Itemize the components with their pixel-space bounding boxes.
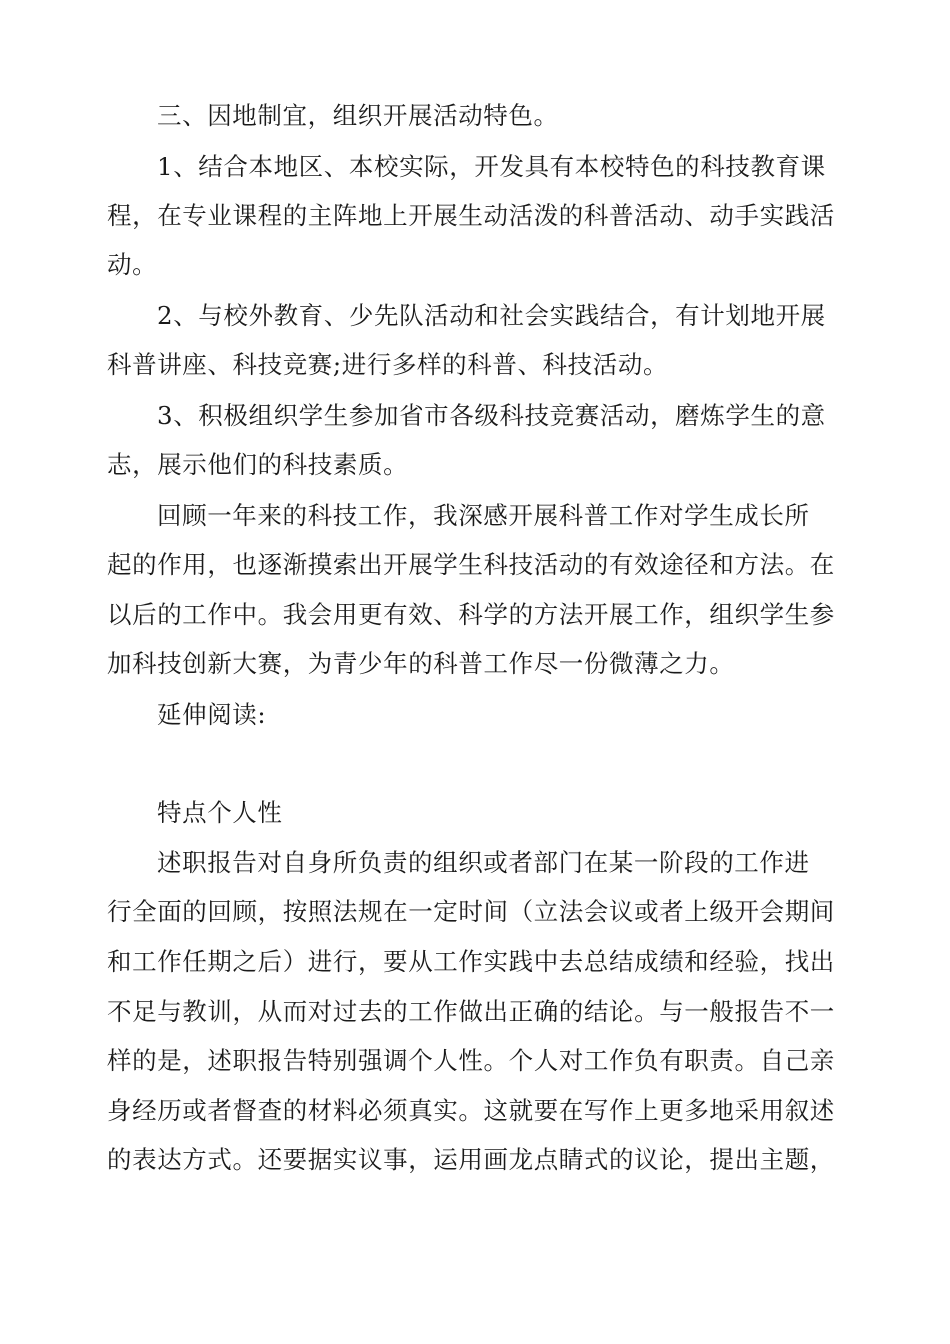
paragraph-5-line-4: 不足与教训，从而对过去的工作做出正确的结论。与一般报告不一 [107,997,835,1026]
paragraph-5-line-6: 身经历或者督查的材料必须真实。这就要在写作上更多地采用叙述 [107,1096,835,1125]
paragraph-2-line-2: 科普讲座、科技竞赛;进行多样的科普、科技活动。 [107,350,669,379]
paragraph-1-line-3: 动。 [107,250,158,279]
paragraph-heading-line: 三、因地制宜，组织开展活动特色。 [157,101,559,130]
paragraph-2-line-1: 2、与校外教育、少先队活动和社会实践结合，有计划地开展 [157,301,826,330]
paragraph-3-line-1: 3、积极组织学生参加省市各级科技竞赛活动，磨炼学生的意 [157,401,826,430]
paragraph-1-line-1: 1、结合本地区、本校实际，开发具有本校特色的科技教育课 [157,152,826,181]
paragraph-3-line-2: 志，展示他们的科技素质。 [107,450,409,479]
paragraph-5-line-2: 行全面的回顾，按照法规在一定时间（立法会议或者上级开会期间 [107,897,835,926]
paragraph-1-line-2: 程，在专业课程的主阵地上开展生动活泼的科普活动、动手实践活 [107,201,835,230]
paragraph-4-line-1: 回顾一年来的科技工作，我深感开展科普工作对学生成长所 [157,501,810,530]
paragraph-4-line-3: 以后的工作中。我会用更有效、科学的方法开展工作，组织学生参 [107,600,835,629]
extended-reading-label: 延伸阅读: [157,700,267,729]
paragraph-5-line-7: 的表达方式。还要据实议事，运用画龙点睛式的议论，提出主题， [107,1145,835,1174]
section-heading: 特点个人性 [157,798,283,827]
paragraph-4-line-4: 加科技创新大赛，为青少年的科普工作尽一份微薄之力。 [107,649,735,678]
paragraph-5-line-3: 和工作任期之后）进行，要从工作实践中去总结成绩和经验，找出 [107,947,835,976]
paragraph-5-line-5: 样的是，述职报告特别强调个人性。个人对工作负有职责。自己亲 [107,1046,835,1075]
paragraph-4-line-2: 起的作用，也逐渐摸索出开展学生科技活动的有效途径和方法。在 [107,550,835,579]
paragraph-5-line-1: 述职报告对自身所负责的组织或者部门在某一阶段的工作进 [157,848,810,877]
